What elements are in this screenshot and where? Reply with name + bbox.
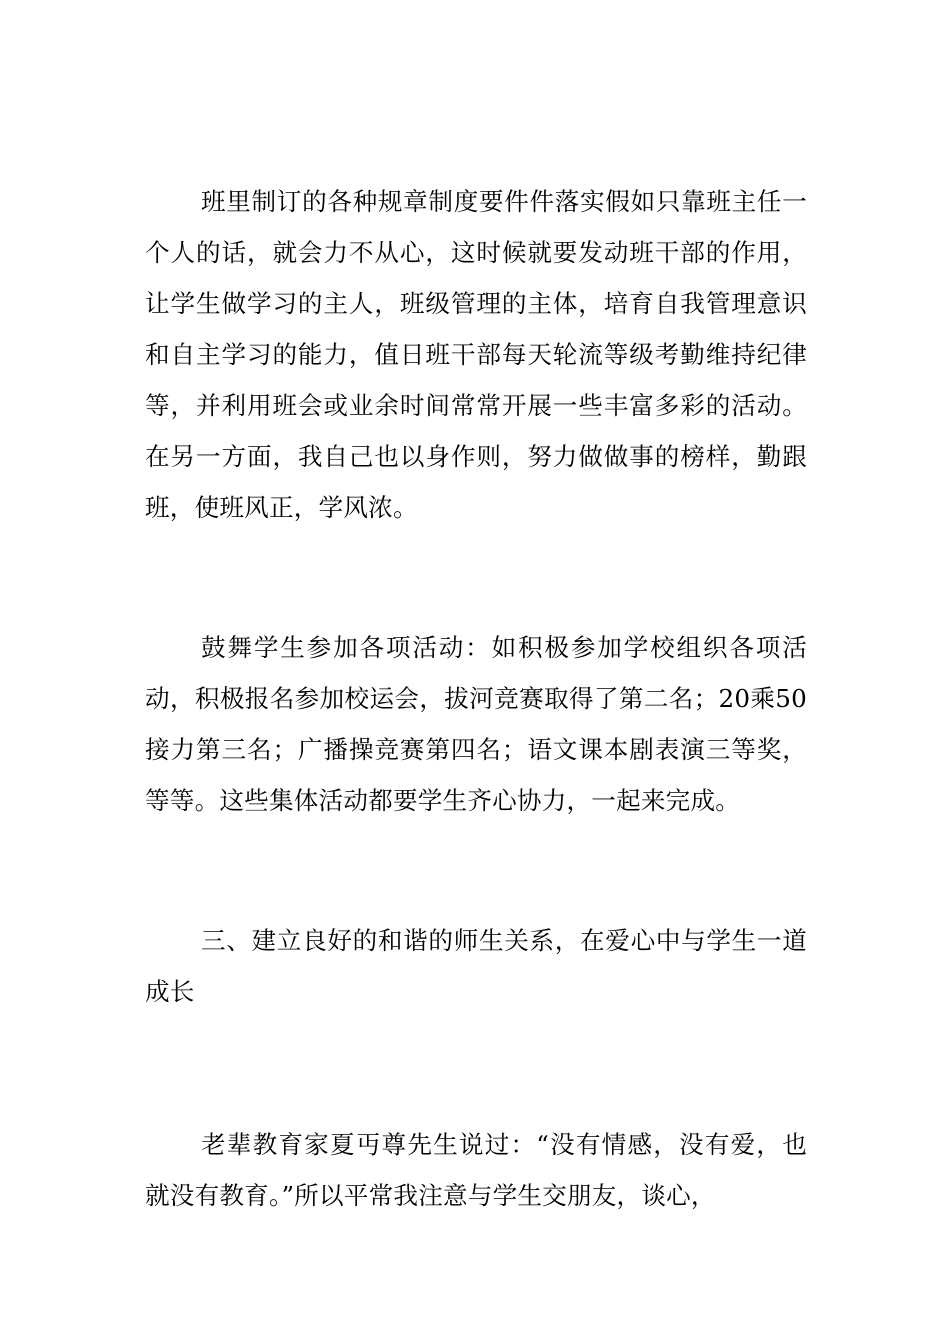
body-paragraph: 班里制订的各种规章制度要件件落实假如只靠班主任一个人的话，就会力不从心，这时候就要发动班干部的作用，让学生做学习的主人，班级管理的主体，培育自我管理意识和自主学习的能力，值日班干部每天轮流等级考勤维持纪律等，并利用班会或业余时间常常开展一些丰富多彩的活动。在另一方面，我自己也以身作则，努力做做事的榜样，勤跟班，使班风正，学风浓。 — [145, 187, 807, 522]
body-paragraph: 老辈教育家夏丏尊先生说过：“没有情感，没有爱，也就没有教育。”所以平常我注意与学生交朋友，谈心， — [145, 1130, 807, 1210]
body-paragraph: 鼓舞学生参加各项活动：如积极参加学校组织各项活动，积极报名参加校运会，拔河竞赛取得了第二名；20乘50接力第三名；广播操竞赛第四名；语文课本剧表演三等奖，等等。这些集体活动都要学生齐心协力，一起来完成。 — [145, 633, 807, 815]
section-heading: 三、建立良好的和谐的师生关系，在爱心中与学生一道成长 — [145, 926, 807, 1006]
